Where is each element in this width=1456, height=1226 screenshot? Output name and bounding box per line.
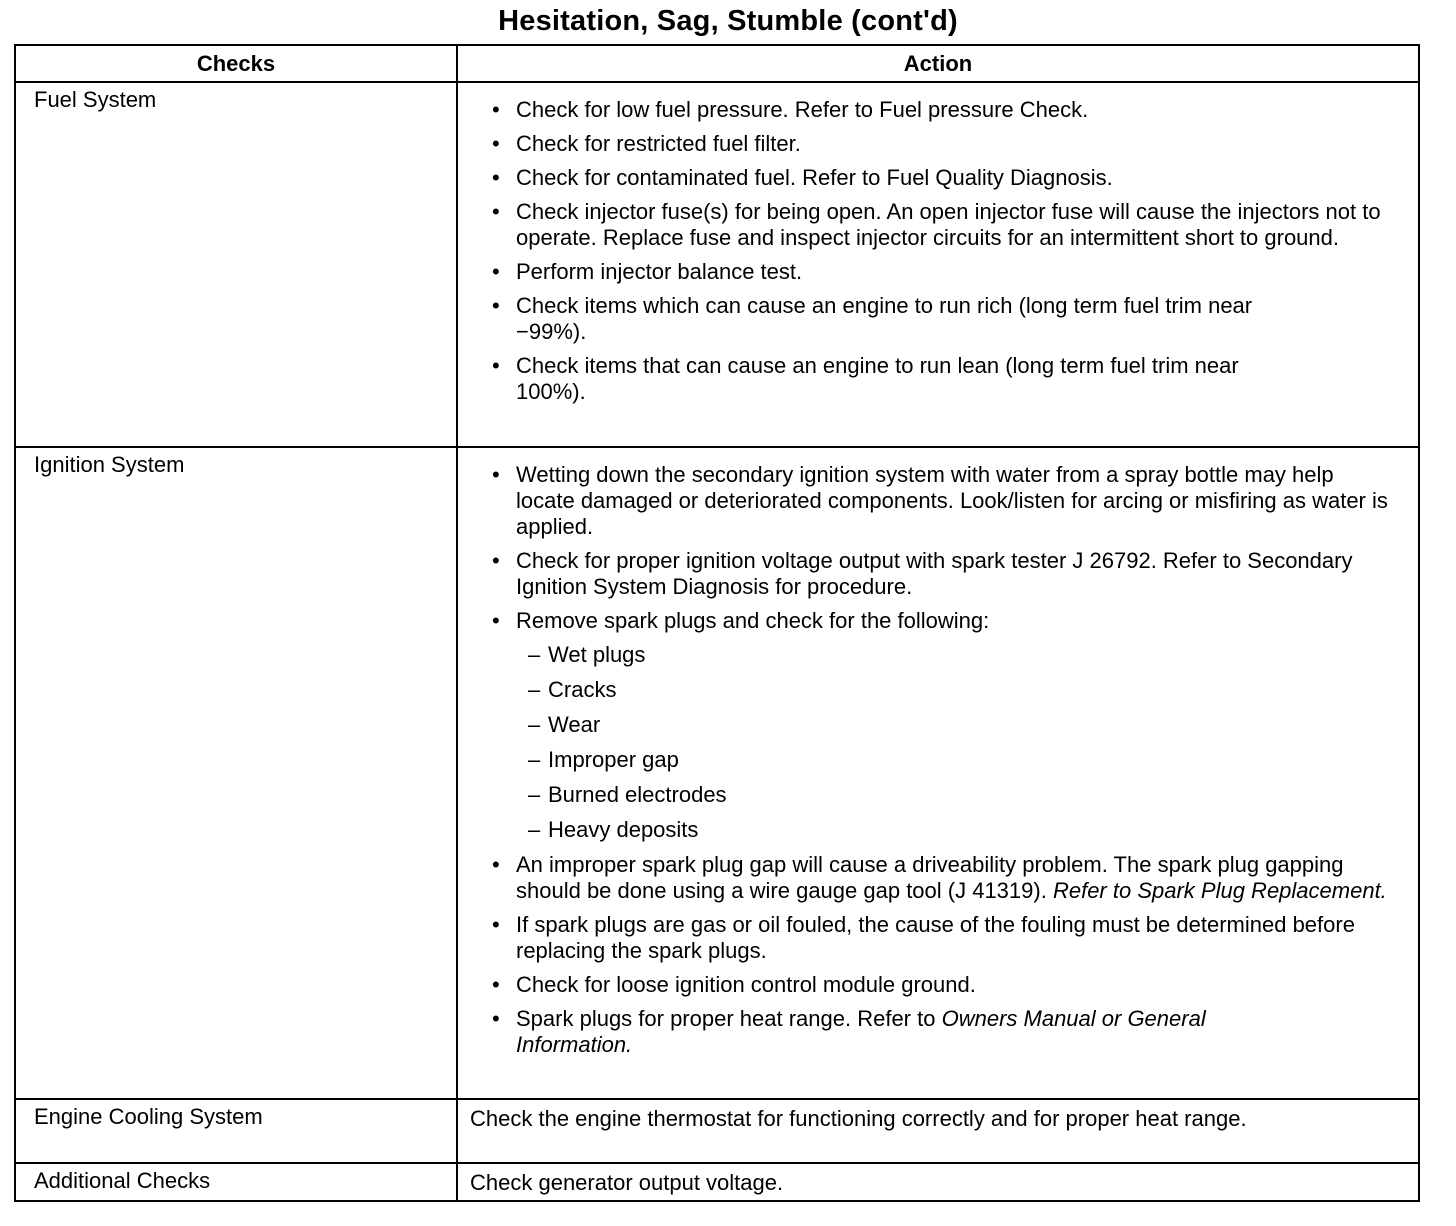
checks-cell: [15, 1099, 457, 1163]
sub-list-item: – Wet plugs: [528, 642, 646, 667]
owners-manual-reference: Owners Manual or General Information.: [516, 1006, 1206, 1057]
header-row: [15, 45, 1419, 82]
fuel-actions-list: [458, 83, 1418, 415]
sub-list-item: – Wear: [528, 712, 601, 737]
page-title: Hesitation, Sag, Stumble (cont'd): [498, 5, 958, 37]
ignition-system-label: Ignition System: [34, 452, 185, 477]
diagnosis-table: [14, 44, 1420, 1202]
dash-icon: –: [528, 817, 541, 842]
list-item: • Spark plugs for proper heat range. Refer to Owners Manual or General Information.: [492, 1006, 1206, 1057]
dash-icon: –: [528, 747, 541, 772]
list-item: • Check items that can cause an engine to run lean (long term fuel trim near 100%).: [492, 353, 1239, 404]
action-cell: [457, 1099, 1419, 1163]
spark-plug-checks-list: [528, 642, 1398, 843]
list-item: • Check items which can cause an engine to run rich (long term fuel trim near −99%).: [492, 293, 1253, 344]
list-item: • Check for proper ignition voltage output with spark tester J 26792. Refer to Secondary Ignition System Diagnosis for procedure.: [492, 548, 1353, 599]
list-item: • If spark plugs are gas or oil fouled, the cause of the fouling must be determined before replacing the spark plugs.: [492, 912, 1355, 963]
ignition-system-row: [15, 447, 1419, 1099]
action-cell: [457, 82, 1419, 447]
bullet-icon: •: [492, 912, 500, 937]
bullet-icon: •: [492, 293, 500, 318]
list-item: • Check injector fuse(s) for being open. An open injector fuse will cause the injectors not to operate. Replace fuse and inspect injector circuits for an intermittent short to ground.: [492, 199, 1381, 250]
bullet-icon: •: [492, 353, 500, 378]
list-item: • Perform injector balance test.: [492, 259, 803, 284]
ignition-actions-list: [458, 448, 1418, 1068]
list-item: • An improper spark plug gap will cause a driveability problem. The spark plug gapping should be done using a wire gauge gap tool (J 41319). Refer to Spark Plug Replacement.: [492, 852, 1387, 903]
action-cell: [457, 447, 1419, 1099]
list-item: • Check for low fuel pressure. Refer to Fuel pressure Check.: [492, 97, 1089, 122]
checks-cell: [15, 1163, 457, 1201]
bullet-icon: •: [492, 97, 500, 122]
dash-icon: –: [528, 642, 541, 667]
bullet-icon: •: [492, 165, 500, 190]
dash-icon: –: [528, 712, 541, 737]
bullet-icon: •: [492, 972, 500, 997]
action-header: Action: [457, 45, 1419, 82]
additional-checks-action: Check generator output voltage.: [470, 1170, 784, 1195]
bullet-icon: •: [492, 131, 500, 156]
additional-checks-row: [15, 1163, 1419, 1201]
spark-plug-replacement-reference: Refer to Spark Plug Replacement.: [1052, 878, 1387, 903]
dash-icon: –: [528, 782, 541, 807]
list-item: • Check for loose ignition control module ground.: [492, 972, 976, 997]
list-item: • Check for contaminated fuel. Refer to Fuel Quality Diagnosis.: [492, 165, 1113, 190]
engine-cooling-action: Check the engine thermostat for functioning correctly and for proper heat range.: [470, 1106, 1247, 1131]
checks-cell: [15, 447, 457, 1099]
sub-list-item: – Cracks: [528, 677, 617, 702]
list-item: • Remove spark plugs and check for the following: – Wet plugs – Cracks – Wear – Improper gap – Burned electrodes – Heavy deposits: [516, 608, 1398, 843]
bullet-icon: •: [492, 608, 500, 633]
list-item: • Check for restricted fuel filter.: [492, 131, 801, 156]
fuel-system-row: [15, 82, 1419, 447]
bullet-icon: •: [492, 259, 500, 284]
bullet-icon: •: [492, 199, 500, 224]
bullet-icon: •: [492, 462, 500, 487]
fuel-system-label: Fuel System: [34, 87, 157, 112]
bullet-icon: •: [492, 1006, 500, 1031]
bullet-icon: •: [492, 852, 500, 877]
additional-checks-label: Additional Checks: [34, 1168, 211, 1193]
dash-icon: –: [528, 677, 541, 702]
sub-list-item: – Heavy deposits: [528, 817, 699, 842]
checks-cell: [15, 82, 457, 447]
bullet-icon: •: [492, 548, 500, 573]
sub-list-item: – Burned electrodes: [528, 782, 727, 807]
checks-header: Checks: [15, 45, 457, 82]
engine-cooling-label: Engine Cooling System: [34, 1104, 263, 1129]
list-item: • Wetting down the secondary ignition system with water from a spray bottle may help locate damaged or deteriorated components. Look/listen for arcing or misfiring as water is applied.: [492, 462, 1388, 539]
action-cell: [457, 1163, 1419, 1201]
engine-cooling-row: [15, 1099, 1419, 1163]
sub-list-item: – Improper gap: [528, 747, 679, 772]
